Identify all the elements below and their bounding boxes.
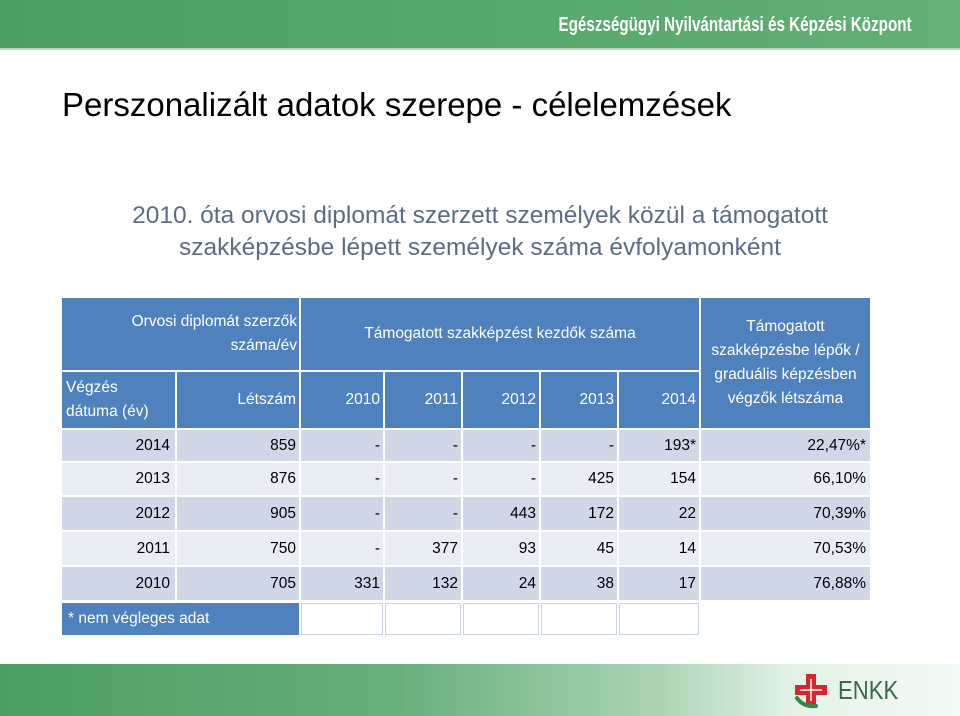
start-2010-cell: - [301, 532, 383, 565]
headcount-cell: 859 [177, 430, 299, 461]
graduation-year-cell: 2010 [62, 567, 175, 600]
slide-title: Perszonalizált adatok szerepe - célelemzések [62, 86, 732, 123]
start-2013-cell: 172 [541, 497, 617, 530]
top-banner [0, 0, 960, 50]
start-2012-cell: 24 [463, 567, 539, 600]
enkk-cross-icon [792, 671, 830, 709]
ratio-header-label: végzők létszáma [727, 390, 844, 407]
footer-banner [0, 664, 960, 716]
empty-cell [541, 603, 617, 635]
headcount-cell: 905 [177, 497, 299, 530]
table-row-2010 [62, 567, 870, 600]
start-2011-cell: 377 [385, 532, 461, 565]
empty-cell [301, 603, 383, 635]
table-row-2013 [62, 463, 870, 495]
start-2012-cell: - [463, 430, 539, 461]
start-2012-cell: 93 [463, 532, 539, 565]
empty-cell [385, 603, 461, 635]
start-2011-cell: - [385, 430, 461, 461]
start-2010-cell: 331 [301, 567, 383, 600]
start-year-header-2013: 2013 [541, 372, 617, 428]
enkk-logo [792, 670, 912, 710]
graduates-per-year-header [62, 298, 299, 370]
start-year-header-2010: 2010 [301, 372, 383, 428]
start-2014-cell: 193* [619, 430, 699, 461]
slide-subtitle [0, 200, 960, 264]
start-2010-cell: - [301, 463, 383, 495]
start-2011-cell: - [385, 463, 461, 495]
empty-cell [619, 603, 699, 635]
start-2014-cell: 22 [619, 497, 699, 530]
graduation-date-label: Végzés [66, 379, 118, 396]
graduates-per-year-label: Orvosi diplomát szerzők [131, 313, 297, 330]
start-2010-cell: - [301, 430, 383, 461]
graduates-per-year-label: száma/év [230, 337, 297, 354]
headcount-header: Létszám [177, 372, 299, 428]
footnote: * nem végleges adat [62, 603, 299, 635]
graduation-year-cell: 2014 [62, 430, 175, 461]
start-2013-cell: 45 [541, 532, 617, 565]
enkk-logo-text: ENKK [838, 675, 899, 705]
start-2013-cell: 425 [541, 463, 617, 495]
table-footnote-row [62, 603, 870, 635]
ratio-header [701, 298, 870, 428]
supported-starts-header: Támogatott szakképzést kezdők száma [301, 298, 699, 370]
start-2010-cell: - [301, 497, 383, 530]
organization-name: Egészségügyi Nyilvántartási és Képzési Központ [558, 14, 912, 36]
start-2014-cell: 154 [619, 463, 699, 495]
table-row-2014 [62, 430, 870, 461]
ratio-cell: 76,88% [701, 567, 870, 600]
start-2013-cell: 38 [541, 567, 617, 600]
headcount-cell: 705 [177, 567, 299, 600]
ratio-header-label: Támogatott [746, 318, 825, 335]
graduation-date-label: dátuma (év) [66, 403, 149, 420]
table-row-2012 [62, 497, 870, 530]
headcount-cell: 750 [177, 532, 299, 565]
ratio-header-label: szakképzésbe lépők / [711, 342, 860, 359]
ratio-header-label: graduális képzésben [714, 366, 857, 383]
ratio-cell: 22,47%* [701, 430, 870, 461]
ratio-cell: 70,53% [701, 532, 870, 565]
table-row-2011 [62, 532, 870, 565]
headcount-cell: 876 [177, 463, 299, 495]
empty-cell [463, 603, 539, 635]
start-year-header-2014: 2014 [619, 372, 699, 428]
start-2011-cell: 132 [385, 567, 461, 600]
graduation-year-cell: 2012 [62, 497, 175, 530]
start-2012-cell: - [463, 463, 539, 495]
graduation-date-header [62, 372, 175, 428]
data-table [62, 298, 870, 636]
start-year-header-2012: 2012 [463, 372, 539, 428]
start-year-header-2011: 2011 [385, 372, 461, 428]
subtitle-line: szakképzésbe lépett személyek száma évfolyamonként [179, 234, 781, 261]
start-2011-cell: - [385, 497, 461, 530]
start-2012-cell: 443 [463, 497, 539, 530]
graduation-year-cell: 2013 [62, 463, 175, 495]
ratio-cell: 70,39% [701, 497, 870, 530]
start-2013-cell: - [541, 430, 617, 461]
start-2014-cell: 17 [619, 567, 699, 600]
graduation-year-cell: 2011 [62, 532, 175, 565]
start-2014-cell: 14 [619, 532, 699, 565]
subtitle-line: 2010. óta orvosi diplomát szerzett személyek közül a támogatott [132, 202, 828, 229]
ratio-cell: 66,10% [701, 463, 870, 495]
